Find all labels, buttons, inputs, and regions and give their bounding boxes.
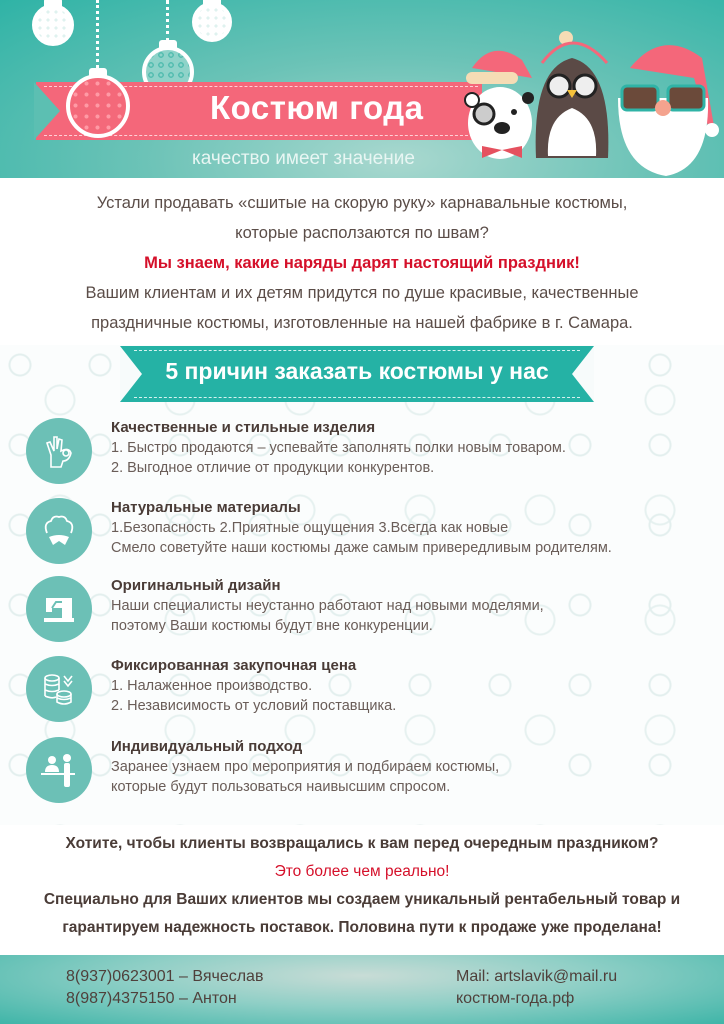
sewing-machine-icon: [26, 576, 92, 642]
reasons-banner: [120, 346, 594, 402]
closing-text: Хотите, чтобы клиенты возвращались к вам перед очередным праздником?: [65, 835, 659, 852]
santa-icon: [618, 45, 719, 176]
ornament-icon: [192, 2, 232, 42]
reason-item: [26, 498, 716, 564]
reason-line: 2. Независимость от условий поставщика.: [111, 698, 397, 714]
reason-item: [26, 656, 716, 722]
website-link[interactable]: костюм-года.рф: [456, 990, 575, 1007]
reason-line: Смело советуйте наши костюмы даже самым привередливым родителям.: [111, 540, 612, 556]
phone-link[interactable]: 8(937)0623001 – Вячеслав: [66, 968, 264, 985]
reason-item: [26, 737, 716, 803]
page-subtitle: качество имеет значение: [192, 148, 415, 169]
intro-text: Устали продавать «сшитые на скорую руку» карнавальные костюмы,: [96, 194, 628, 212]
reason-title: Индивидуальный подход: [111, 738, 303, 755]
closing-text: Специально для Ваших клиентов мы создаем уникальный рентабельный товар и: [43, 891, 681, 908]
online-contacts: [456, 966, 617, 1010]
reason-line: 2. Выгодное отличие от продукции конкурентов.: [111, 460, 435, 476]
intro-section: [0, 188, 724, 338]
intro-text: праздничные костюмы, изготовленные на нашей фабрике в г. Самара.: [91, 314, 633, 332]
reason-title: Оригинальный дизайн: [111, 577, 281, 594]
ornament-icon: [66, 74, 130, 138]
reason-line: 1.Безопасность 2.Приятные ощущения 3.Всегда как новые: [111, 520, 509, 536]
intro-text: Вашим клиентам и их детям придутся по душе красивые, качественные: [85, 284, 639, 302]
reason-title: Качественные и стильные изделия: [111, 419, 376, 436]
reason-item: [26, 418, 716, 484]
reason-line: поэтому Ваши костюмы будут вне конкуренции.: [111, 618, 433, 634]
reason-line: Наши специалисты неустанно работают над новыми моделями,: [111, 598, 544, 614]
reason-title: Натуральные материалы: [111, 499, 301, 516]
header-banner: [0, 0, 724, 178]
reason-line: которые будут пользоваться наивысшим спросом.: [111, 779, 451, 795]
reason-title: Фиксированная закупочная цена: [111, 657, 357, 674]
closing-highlight: Это более чем реально!: [274, 863, 450, 880]
cotton-icon: [26, 498, 92, 564]
reasons-title: 5 причин заказать костюмы у нас: [165, 358, 549, 384]
ornament-icon: [32, 4, 74, 46]
penguin-icon: [536, 31, 609, 158]
closing-section: [0, 830, 724, 942]
reason-item: [26, 576, 716, 642]
closing-text: гарантируем надежность поставок. Половина пути к продаже уже проделана!: [62, 919, 662, 936]
reason-line: 1. Быстро продаются – успевайте заполнять полки новым товаром.: [111, 440, 566, 456]
coins-icon: [26, 656, 92, 722]
intro-text: которые расползаются по швам?: [235, 224, 489, 242]
phone-link[interactable]: 8(987)4375150 – Антон: [66, 990, 237, 1007]
ok-hand-icon: [26, 418, 92, 484]
polar-bear-icon: [465, 51, 534, 159]
page-title: Костюм года: [210, 89, 424, 126]
consultant-icon: [26, 737, 92, 803]
contact-footer: [0, 955, 724, 1024]
mascots-illustration: [462, 28, 724, 178]
ornament-string: [166, 0, 169, 42]
reason-line: Заранее узнаем про мероприятия и подбираем костюмы,: [111, 759, 500, 775]
ornament-string: [96, 0, 99, 68]
reason-line: 1. Налаженное производство.: [111, 678, 313, 694]
phone-contacts: [66, 966, 263, 1010]
intro-highlight: Мы знаем, какие наряды дарят настоящий праздник!: [144, 254, 580, 272]
email-link[interactable]: Mail: artslavik@mail.ru: [456, 968, 618, 985]
